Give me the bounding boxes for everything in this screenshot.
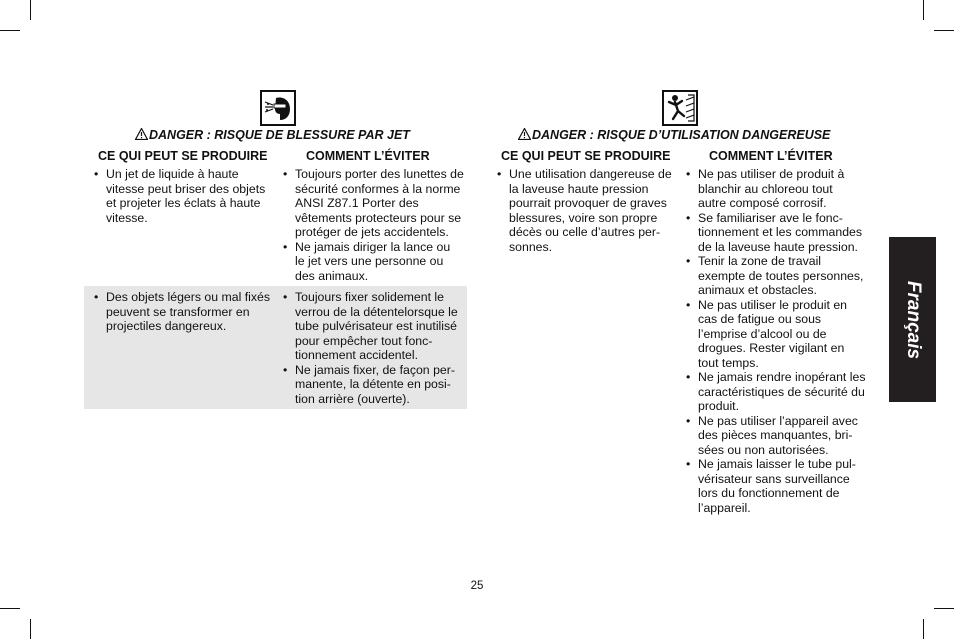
crop-mark — [923, 0, 924, 20]
language-tab-label: Français — [902, 280, 924, 359]
face-shield-icon — [260, 90, 296, 126]
crop-mark — [30, 0, 31, 20]
page-number: 25 — [470, 580, 484, 592]
hazard-list — [93, 167, 273, 225]
crop-mark — [0, 30, 20, 31]
list-item: • Toujours porter des lunettes de sécurité conformes à la norme ANSI Z87.1 Porter des vêtements protecteurs pour se protéger de jets accidentels. — [282, 167, 467, 240]
list-item: • Ne jamais diriger la lance ou le jet vers une personne ou des animaux. — [282, 240, 463, 284]
column-header: CE QUI PEUT SE PRODUIRE — [501, 149, 671, 163]
crop-mark — [0, 608, 20, 609]
crop-mark — [934, 30, 954, 31]
hazard-list — [496, 167, 676, 254]
column-header: COMMENT L’ÉVITER — [709, 149, 833, 163]
warning-triangle-icon — [518, 128, 531, 140]
warning-triangle-icon — [135, 128, 148, 140]
list-item: • Un jet de liquide à haute vitesse peut briser des objets et projeter les éclats à haute vitesse. — [93, 167, 273, 225]
prevention-list — [282, 290, 464, 406]
list-item: • Ne jamais laisser le tube pul-vérisateur sans surveillance lors du fonctionnement de l’appareil. — [685, 457, 863, 515]
column-header: COMMENT L’ÉVITER — [306, 149, 430, 163]
list-item: • Tenir la zone de travail exempte de toutes personnes, animaux et obstacles. — [685, 254, 870, 298]
falling-person-icon — [662, 90, 698, 126]
prevention-list — [685, 167, 870, 515]
crop-mark — [934, 608, 954, 609]
list-item: • Se familiariser ave le fonc-tionnement et les commandes de la laveuse haute pression. — [685, 211, 870, 255]
list-item: • Des objets légers ou mal fixés peuvent se transformer en projectiles dangereux. — [93, 290, 273, 334]
section-heading: DANGER : RISQUE D’UTILISATION DANGEREUSE — [518, 128, 830, 142]
section-heading: DANGER : RISQUE DE BLESSURE PAR JET — [135, 128, 410, 142]
list-item: • Ne pas utiliser de produit à blanchir au chloreou tout autre composé corrosif. — [685, 167, 864, 211]
list-item: • Une utilisation dangereuse de la laveuse haute pression pourrait provoquer de graves blessures, voire son propre décès ou celle d’autres per-sonnes. — [496, 167, 676, 254]
prevention-list — [282, 167, 467, 283]
list-item: • Ne pas utiliser l’appareil avec des pièces manquantes, bri-sées ou non autorisées. — [685, 414, 870, 458]
list-item: • Ne jamais fixer, de façon per-manente, la détente en posi-tion arrière (ouverte). — [282, 363, 464, 407]
list-item: • Toujours fixer solidement le verrou de la détentelorsque le tube pulvérisateur est inutilisé pour empêcher tout fonc-tionnement accidentel. — [282, 290, 464, 363]
column-header: CE QUI PEUT SE PRODUIRE — [98, 149, 268, 163]
crop-mark — [30, 619, 31, 639]
hazard-list — [93, 290, 273, 334]
crop-mark — [923, 619, 924, 639]
language-tab — [889, 237, 936, 402]
list-item: • Ne pas utiliser le produit en cas de fatigue ou sous l’emprise d’alcool ou de drogues. Rester vigilant en tout temps. — [685, 298, 848, 371]
list-item: • Ne jamais rendre inopérant les caractéristiques de sécurité du produit. — [685, 370, 870, 414]
